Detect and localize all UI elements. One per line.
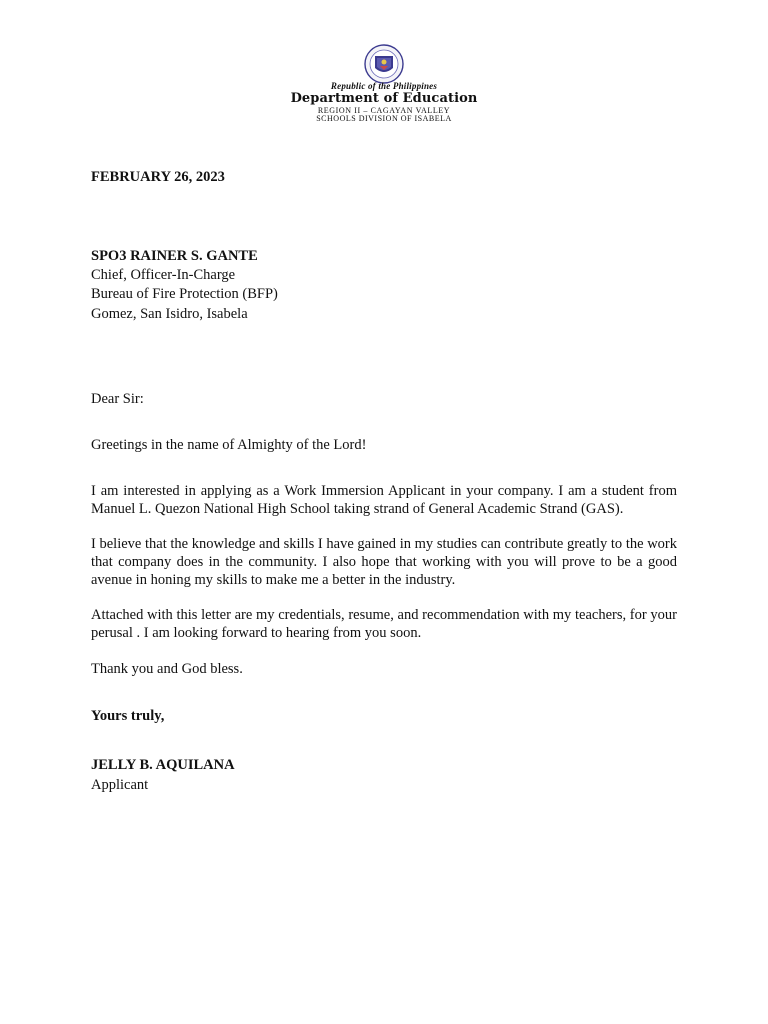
signatory-role: Applicant bbox=[91, 777, 149, 793]
closing: Yours truly, bbox=[91, 708, 165, 724]
greeting-paragraph: Greetings in the name of Almighty of the Lord! bbox=[91, 437, 367, 453]
salutation: Dear Sir: bbox=[91, 391, 144, 407]
thanks-paragraph: Thank you and God bless. bbox=[91, 661, 243, 677]
letter-date: FEBRUARY 26, 2023 bbox=[91, 169, 225, 185]
body-paragraph: I am interested in applying as a Work Immersion Applicant in your company. I am a student from Manuel L. Quezon National High School taking strand of General Academic Strand (GAS). bbox=[91, 483, 677, 517]
body-paragraph: I believe that the knowledge and skills I have gained in my studies can contribute greatly to the work that company does in the community. I also hope that working with you will prove to be a good avenue in honing my skills to make me a better in the industry. bbox=[91, 536, 677, 588]
body-paragraph: Attached with this letter are my credentials, resume, and recommendation with my teachers, for your perusal . I am looking forward to hearing from you soon. bbox=[91, 607, 677, 641]
recipient-title: Chief, Officer-In-Charge bbox=[91, 267, 236, 283]
letterhead-republic: Republic of the Philippines bbox=[330, 81, 438, 91]
recipient-address: Gomez, San Isidro, Isabela bbox=[91, 306, 248, 322]
recipient-name: SPO3 RAINER S. GANTE bbox=[91, 248, 258, 264]
recipient-office: Bureau of Fire Protection (BFP) bbox=[91, 286, 278, 302]
signatory-name: JELLY B. AQUILANA bbox=[91, 757, 235, 773]
letterhead-department: Department of Education bbox=[290, 91, 478, 106]
letterhead-region: REGION II – CAGAYAN VALLEY bbox=[317, 106, 451, 115]
letterhead-division: SCHOOLS DIVISION OF ISABELA bbox=[316, 114, 452, 123]
deped-seal-icon bbox=[359, 44, 409, 84]
